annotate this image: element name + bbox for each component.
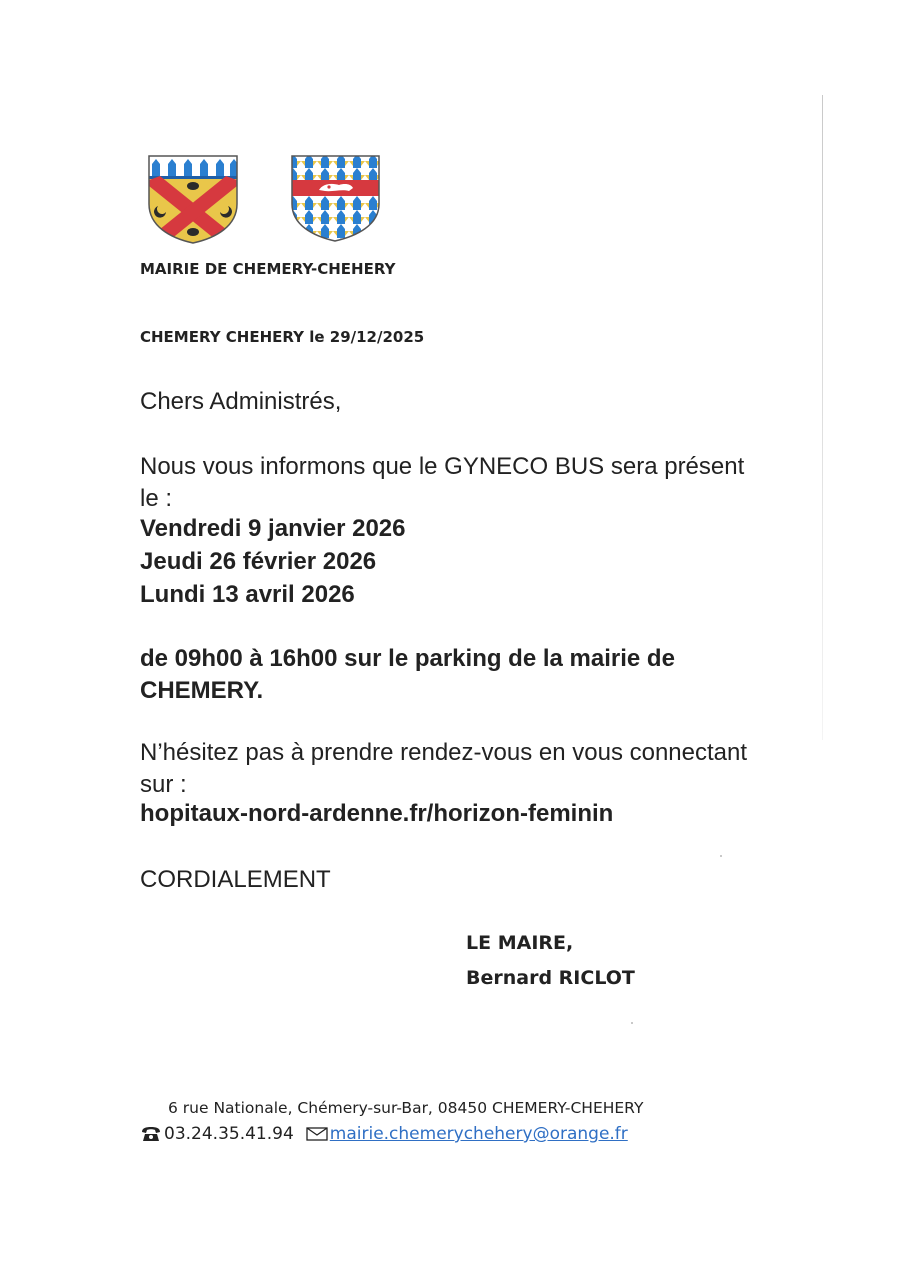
schedule-paragraph: de 09h00 à 16h00 sur le parking de la mairie de CHEMERY.	[140, 645, 675, 704]
footer-contact	[140, 1124, 628, 1144]
date-item: Lundi 13 avril 2026	[140, 581, 355, 608]
email-link[interactable]: mairie.chemerychehery@orange.fr	[329, 1124, 628, 1144]
salutation: Chers Administrés,	[140, 388, 342, 415]
telephone-icon	[140, 1126, 162, 1142]
closing: CORDIALEMENT	[140, 866, 331, 893]
intro-paragraph: Nous vous informons que le GYNECO BUS sera présent le :	[140, 453, 745, 512]
envelope-icon	[306, 1127, 328, 1141]
phone-number: 03.24.35.41.94	[164, 1124, 294, 1144]
date-item: Jeudi 26 février 2026	[140, 548, 377, 575]
footer-address: 6 rue Nationale, Chémery-sur-Bar, 08450 CHEMERY-CHEHERY	[168, 1099, 644, 1117]
chemery-coat-of-arms	[146, 154, 240, 244]
scan-page-edge	[822, 95, 823, 740]
signature-name: Bernard RICLOT	[466, 967, 635, 989]
mairie-title: MAIRIE DE CHEMERY-CHEHERY	[140, 260, 396, 278]
scan-speck	[631, 1022, 633, 1024]
appointment-paragraph: N’hésitez pas à prendre rendez-vous en vous connectant sur :	[140, 739, 748, 798]
signature-title: LE MAIRE,	[466, 932, 574, 954]
date-list	[140, 512, 406, 611]
chehery-coat-of-arms	[289, 154, 382, 242]
letter-date: CHEMERY CHEHERY le 29/12/2025	[140, 328, 425, 346]
appointment-website-link[interactable]: hopitaux-nord-ardenne.fr/horizon-feminin	[140, 800, 614, 827]
signature-block	[466, 926, 635, 996]
date-item: Vendredi 9 janvier 2026	[140, 515, 406, 542]
scan-speck	[720, 855, 722, 857]
